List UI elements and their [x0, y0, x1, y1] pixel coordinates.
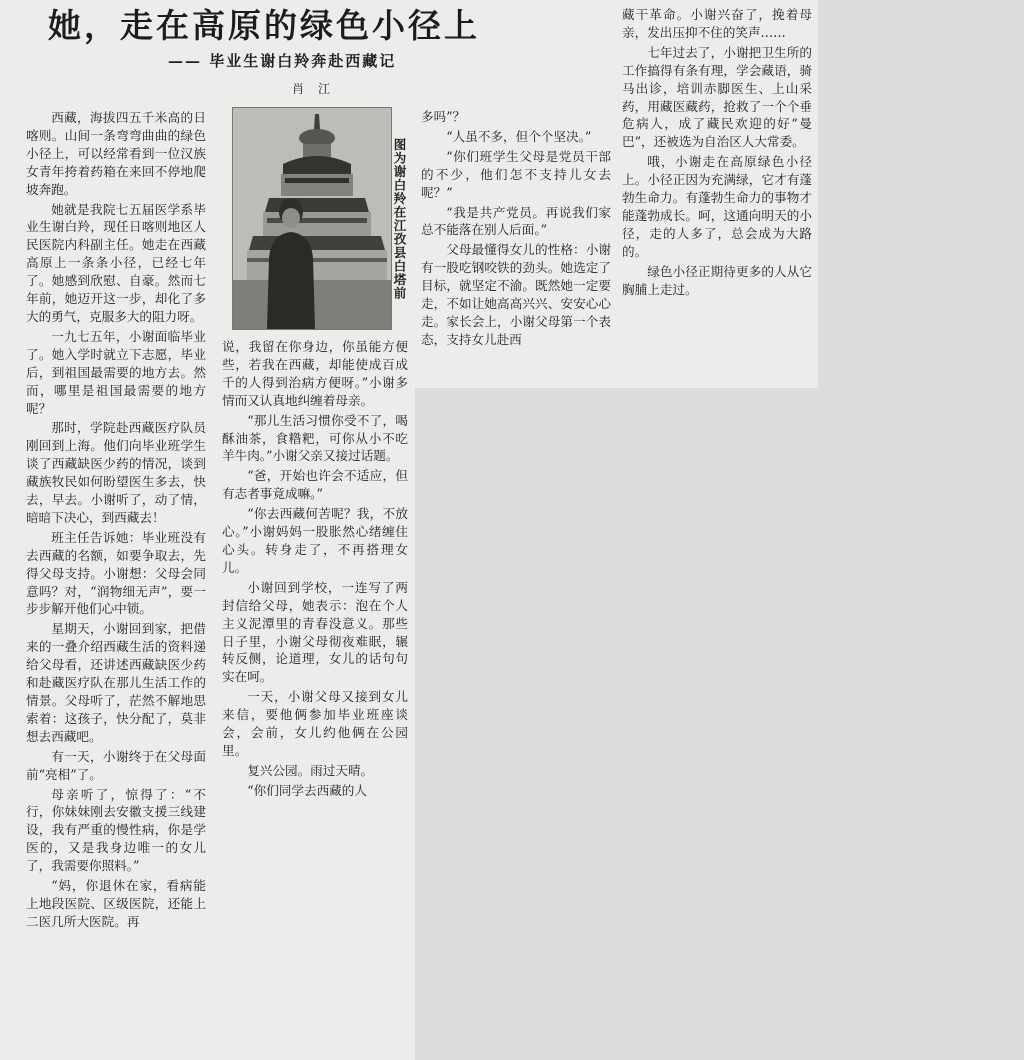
paragraph: 一九七五年，小谢面临毕业了。她入学时就立下志愿，毕业后，到祖国最需要的地方去。然而，哪里是祖国最需要的地方呢？: [26, 328, 206, 416]
article-column-4: [622, 6, 812, 301]
paragraph: 那时，学院赴西藏医疗队员刚回到上海。他们向毕业班学生谈了西藏缺医少药的情况，谈到藏族牧民如何盼望医生多去，快去，早去。小谢听了，动了情，暗暗下决心，到西藏去！: [26, 420, 206, 525]
photo-xie-bailing-at-white-pagoda: [232, 107, 392, 330]
paragraph: “妈，你退休在家，看病能上地段医院、区级医院，还能上二医几所大医院。再: [26, 878, 206, 929]
paragraph: “我是共产党员。再说我们家总不能落在别人后面。”: [421, 204, 611, 238]
article-title: 她，走在高原的绿色小径上: [48, 6, 480, 45]
paragraph: 藏干革命。小谢兴奋了，挽着母亲，发出压抑不住的笑声……: [622, 7, 812, 40]
paragraph: “你们同学去西藏的人: [247, 782, 367, 798]
article-column-3: [421, 108, 611, 351]
paragraph: “爸，开始也许会不适应，但有志者事竟成嘛。”: [222, 468, 408, 502]
paragraph: 父母最懂得女儿的性格：小谢有一股吃钢咬铁的劲头。她选定了目标，就坚定不渝。既然她一定要走，不如让她高高兴兴、安安心心走。家长会上，小谢父母第一个表态，支持女儿赴西: [421, 242, 611, 347]
photo-illustration: [233, 108, 391, 329]
paragraph: 她就是我院七五届医学系毕业生谢白羚，现任日喀则地区人民医院内科副主任。她走在西藏高原上一条条小径，已经七年了。她感到欣慰、自豪。然而七年前，她迈开这一步，却化了多大的勇气，克服多大的阻力呀。: [26, 201, 206, 324]
paragraph: “你去西藏何苦呢？我，不放心。”小谢妈妈一股胀然心绪缠住心头。转身走了，不再搭理女儿。: [222, 506, 408, 575]
paragraph: 班主任告诉她：毕业班没有去西藏的名额，如要争取去，先得父母支持。小谢想：父母会同意吗？对，“润物细无声”，要一步步解开他们心中锁。: [26, 529, 206, 617]
paragraph: 七年过去了，小谢把卫生所的工作搞得有条有理，学会藏语，骑马出诊，培训赤脚医生、上山采药，用藏医藏药，抢救了一个个垂危病人，成了藏民欢迎的好“曼巴”，还被选为自治区人大常委。: [622, 44, 812, 150]
article-column-2: [222, 338, 408, 802]
paragraph: “你们班学生父母是党员干部的不少，他们怎不支持儿女去呢？”: [421, 148, 611, 200]
photo-caption: 图为谢白羚在江孜县白塔前: [392, 138, 407, 300]
article-column-1: [26, 109, 206, 933]
article-subtitle: —— 毕业生谢白羚奔赴西藏记: [168, 52, 397, 70]
paragraph: 多吗”？: [421, 109, 466, 124]
paragraph: 母亲听了，惊得了：“不行，你妹妹刚去安徽支援三线建设，我有严重的慢性病，你是学医的，又是我身边唯一的女儿了，我需要你照料。”: [26, 786, 206, 874]
paragraph: 绿色小径正期待更多的人从它胸脯上走过。: [622, 263, 812, 297]
paragraph: 小谢回到学校，一连写了两封信给父母，她表示：泡在个人主义泥潭里的青春没意义。那些日子里，小谢父母彻夜难眠，辗转反侧，论道理，女儿的话句句实在呵。: [222, 579, 408, 685]
paragraph: “人虽不多，但个个坚决。”: [446, 128, 592, 144]
paragraph: 说，我留在你身边，你虽能方便些，若我在西藏，却能使成百成千的人得到治病方便呀。”小谢多情而又认真地纠缠着母亲。: [222, 339, 408, 408]
paragraph: 哦，小谢走在高原绿色小径上。小径正因为充满绿，它才有蓬勃生命力。有蓬勃生命力的事物才能蓬勃成长。呵，这通向明天的小径，走的人多了，总会成为大路的。: [622, 154, 812, 259]
paragraph: 星期天，小谢回到家，把借来的一叠介绍西藏生活的资料递给父母看，还讲述西藏缺医少药和赴藏医疗队在那儿生活工作的情景。父母听了，茫然不解地思索着：这孩子，快分配了，莫非想去西藏吧。: [26, 621, 206, 744]
paragraph: 一天，小谢父母又接到女儿来信，要他俩参加毕业班座谈会，会前，女儿约他俩在公园里。: [222, 689, 408, 758]
article-author: 肖江: [292, 82, 345, 96]
paragraph: 西藏，海拔四五千米高的日喀则。山间一条弯弯曲曲的绿色小径上，可以经常看到一位汉族女青年挎着药箱在来回不停地爬坡奔跑。: [26, 110, 206, 197]
paragraph: 有一天，小谢终于在父母面前“亮相”了。: [26, 748, 206, 782]
paragraph: “那儿生活习惯你受不了，喝酥油茶，食糌粑，可你从小不吃羊牛肉。”小谢父亲又接过话题。: [222, 412, 408, 464]
paragraph: 复兴公园。雨过天晴。: [247, 762, 374, 778]
